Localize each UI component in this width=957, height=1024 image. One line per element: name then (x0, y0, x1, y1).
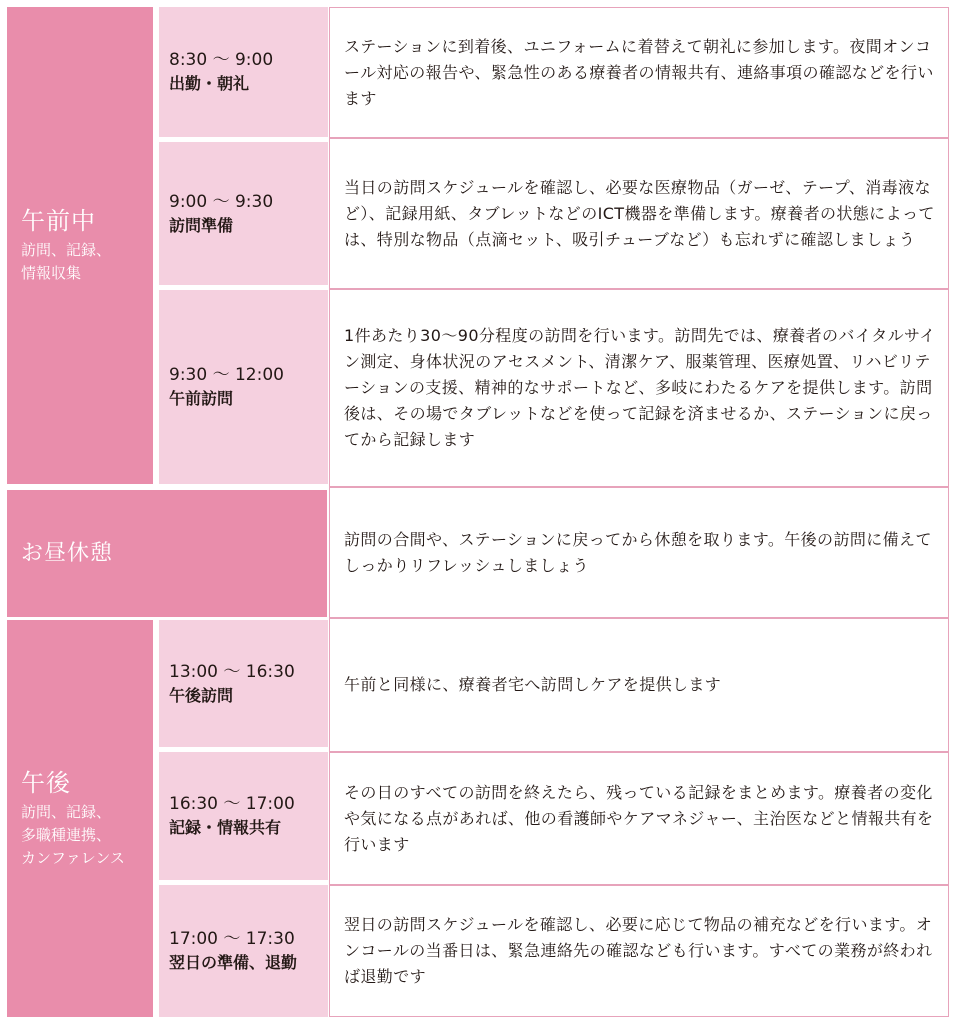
time-cell (159, 620, 328, 747)
description-text: その日のすべての訪問を終えたら、残っている記録をまとめます。療養者の変化や気になる点があれば、他の看護師やケアマネジャー、主治医などと情報共有を行います (344, 782, 934, 854)
section-afternoon (7, 620, 153, 1017)
time-cell (159, 752, 328, 880)
time-range: 9:30 ～ 12:00 (169, 365, 284, 385)
section-subtitle: 多職種連携、 (21, 825, 112, 844)
time-cell (159, 885, 328, 1017)
time-range: 9:00 ～ 9:30 (169, 191, 274, 212)
description-text: 当日の訪問スケジュールを確認し、必要な医療物品（ガーゼ、テープ、消毒液など）、記録用紙、タブレットなどのICT機器を準備します。療養者の状態によっては、特別な物品（点滴セット、吸引チューブなど）も忘れずに確認しましょう (344, 177, 935, 249)
description-cell (329, 752, 949, 885)
time-label: 午後訪問 (169, 685, 234, 705)
time-cell (159, 290, 328, 484)
section-title: 午後 (21, 768, 71, 797)
time-label: 出勤・朝礼 (169, 74, 250, 93)
description-text: 1件あたり30～90分程度の訪問を行います。訪問先では、療養者のバイタルサイン測定、身体状況のアセスメント、清潔ケア、服薬管理、医療処置、リハビリテーションの支援、精神的なサポートなど、多岐にわたるケアを提供します。訪問後は、その場でタブレットなどを使って記録を済ませるか、ステーションに戻ってから記録します (344, 326, 936, 449)
description-cell (329, 7, 949, 138)
section-subtitle: カンファレンス (21, 848, 125, 867)
description-cell (329, 487, 949, 618)
description-cell (329, 618, 949, 752)
time-label: 翌日の準備、退勤 (169, 953, 298, 972)
time-label: 記録・情報共有 (169, 818, 282, 837)
description-cell (329, 885, 949, 1017)
section-lunch (7, 490, 327, 617)
section-title: 午前中 (21, 207, 96, 235)
time-range: 8:30 ～ 9:00 (169, 50, 274, 70)
description-cell (329, 138, 949, 289)
description-text: 訪問の合間や、ステーションに戻ってから休憩を取ります。午後の訪問に備えてしっかりリフレッシュしましょう (344, 529, 932, 575)
time-range: 13:00 ～ 16:30 (169, 661, 295, 682)
time-range: 16:30 ～ 17:00 (169, 794, 295, 814)
section-subtitle: 訪問、記録、 (21, 802, 112, 821)
description-cell (329, 289, 949, 487)
time-cell (159, 142, 328, 285)
time-cell (159, 7, 328, 137)
section-title: お昼休憩 (21, 540, 114, 566)
section-subtitle: 訪問、記録、 (21, 241, 112, 259)
section-morning (7, 7, 153, 484)
description-text: 翌日の訪問スケジュールを確認し、必要に応じて物品の補充などを行います。オンコールの当番日は、緊急連絡先の確認なども行います。すべての業務が終われば退勤です (344, 915, 933, 986)
time-range: 17:00 ～ 17:30 (169, 929, 295, 949)
time-label: 午前訪問 (169, 389, 234, 408)
time-label: 訪問準備 (169, 215, 234, 235)
description-text: ステーションに到着後、ユニフォームに着替えて朝礼に参加します。夜間オンコール対応の報告や、緊急性のある療養者の情報共有、連絡事項の確認などを行います (344, 36, 934, 108)
description-text: 午前と同様に、療養者宅へ訪問しケアを提供します (344, 675, 722, 694)
section-subtitle: 情報収集 (21, 264, 82, 282)
